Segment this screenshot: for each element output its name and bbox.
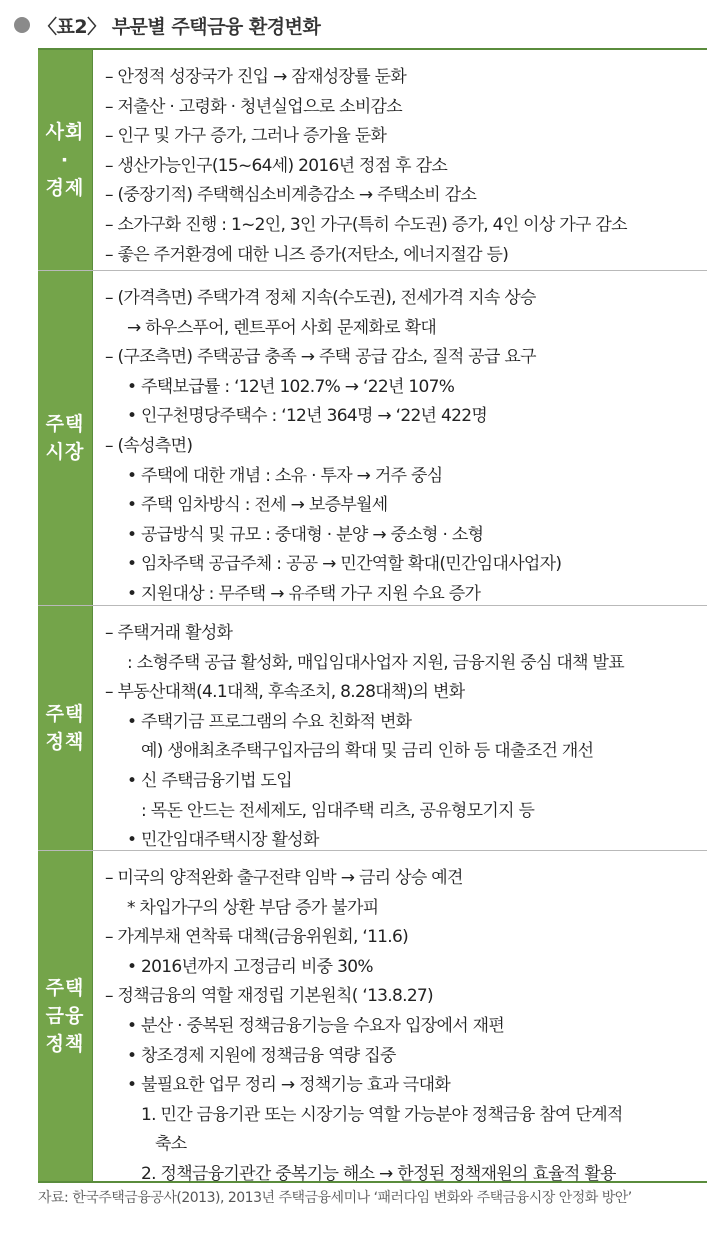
environment-change-table xyxy=(38,48,707,1183)
row-category-label: 주택 시장 xyxy=(45,413,85,463)
table-row xyxy=(38,851,707,1183)
content-line: • 분산 · 중복된 정책금융기능을 수요자 입장에서 재편 xyxy=(127,1015,505,1036)
table-title-text: 〈표2〉 부문별 주택금융 환경변화 xyxy=(38,15,321,38)
content-line: • 2016년까지 고정금리 비중 30% xyxy=(127,956,373,977)
content-line: 2. 정책금융기관간 중복기능 해소 → 한정된 정책재원의 효율적 활용 xyxy=(141,1163,616,1184)
row-category-cell xyxy=(38,271,93,605)
content-line: – 미국의 양적완화 출구전략 임박 → 금리 상승 예견 xyxy=(105,868,463,888)
content-line: – 정책금융의 역할 재정립 기본원칙( ‘13.8.27) xyxy=(105,986,433,1007)
content-line: : 목돈 안드는 전세제도, 임대주택 리츠, 공유형모기지 등 xyxy=(141,800,535,821)
content-line: – (속성측면) xyxy=(105,435,193,456)
content-line: • 주택보급률 : ‘12년 102.7% → ‘22년 107% xyxy=(127,376,455,397)
content-line: * 차입가구의 상환 부담 증가 불가피 xyxy=(127,897,379,918)
content-line: 1. 민간 금융기관 또는 시장기능 역할 가능분야 정책금융 참여 단계적 xyxy=(141,1104,623,1125)
content-line: – 가계부채 연착륙 대책(금융위원회, ‘11.6) xyxy=(105,927,409,948)
content-line: – 주택거래 활성화 xyxy=(105,623,233,643)
content-line: • 주택에 대한 개념 : 소유 · 투자 → 거주 중심 xyxy=(127,465,443,486)
content-line: • 불필요한 업무 정리 → 정책기능 효과 극대화 xyxy=(127,1075,451,1096)
table-row xyxy=(38,606,707,851)
row-category-label: 주택 금융 정책 xyxy=(45,977,85,1055)
content-line: – 소가구화 진행 : 1~2인, 3인 가구(특히 수도권) 증가, 4인 이상 가구 감소 xyxy=(105,214,627,235)
row-category-cell xyxy=(38,851,93,1181)
content-line: – (구조측면) 주택공급 충족 → 주택 공급 감소, 질적 공급 요구 xyxy=(105,347,536,368)
row-category-label: 주택 정책 xyxy=(45,703,85,753)
row-category-cell xyxy=(38,606,93,850)
table-row xyxy=(38,50,707,271)
content-line: : 소형주택 공급 활성화, 매입임대사업자 지원, 금융지원 중심 대책 발표 xyxy=(127,652,624,673)
source-note: 자료: 한국주택금융공사(2013), 2013년 주택금융세미나 ‘패러다임 변화와 주택금융시장 안정화 방안’ xyxy=(38,1190,632,1206)
content-line: • 임차주택 공급주체 : 공공 → 민간역할 확대(민간임대사업자) xyxy=(127,554,562,575)
content-line: 축소 xyxy=(155,1134,187,1155)
content-line: 예) 생애최초주택구입자금의 확대 및 금리 인하 등 대출조건 개선 xyxy=(141,741,594,762)
content-line: → 하우스푸어, 렌트푸어 사회 문제화로 확대 xyxy=(127,317,437,338)
content-line: – (가격측면) 주택가격 정체 지속(수도권), 전세가격 지속 상승 xyxy=(105,288,536,308)
row-content-cell xyxy=(93,606,707,850)
content-line: – 생산가능인구(15~64세) 2016년 정점 후 감소 xyxy=(105,155,448,176)
content-line: – 부동산대책(4.1대책, 후속조치, 8.28대책)의 변화 xyxy=(105,682,465,703)
table-title xyxy=(14,10,320,40)
content-line: • 주택 임차방식 : 전세 → 보증부월세 xyxy=(127,495,388,516)
content-line: • 인구천명당주택수 : ‘12년 364명 → ‘22년 422명 xyxy=(127,406,488,427)
row-content-cell xyxy=(93,851,707,1184)
content-line: – 좋은 주거환경에 대한 니즈 증가(저탄소, 에너지절감 등) xyxy=(105,244,509,265)
content-line: – 저출산 · 고령화 · 청년실업으로 소비감소 xyxy=(105,96,402,117)
circle-bullet-icon xyxy=(14,17,30,33)
content-line: – (중장기적) 주택핵심소비계층감소 → 주택소비 감소 xyxy=(105,185,477,206)
content-line: • 신 주택금융기법 도입 xyxy=(127,770,292,791)
content-line: • 주택기금 프로그램의 수요 친화적 변화 xyxy=(127,711,412,732)
content-line: • 민간임대주택시장 활성화 xyxy=(127,830,319,851)
content-line: – 인구 및 가구 증가, 그러나 증가율 둔화 xyxy=(105,126,387,147)
row-content-cell xyxy=(93,271,707,605)
content-line: – 안정적 성장국가 진입 → 잠재성장률 둔화 xyxy=(105,67,407,87)
row-content-cell xyxy=(93,50,707,270)
content-line: • 지원대상 : 무주택 → 유주택 가구 지원 수요 증가 xyxy=(127,583,481,604)
row-category-label: 사회 · 경제 xyxy=(45,121,85,199)
content-line: • 공급방식 및 규모 : 중대형 · 분양 → 중소형 · 소형 xyxy=(127,524,484,545)
row-category-cell xyxy=(38,50,93,270)
table-row xyxy=(38,271,707,606)
content-line: • 창조경제 지원에 정책금융 역량 집중 xyxy=(127,1045,396,1066)
